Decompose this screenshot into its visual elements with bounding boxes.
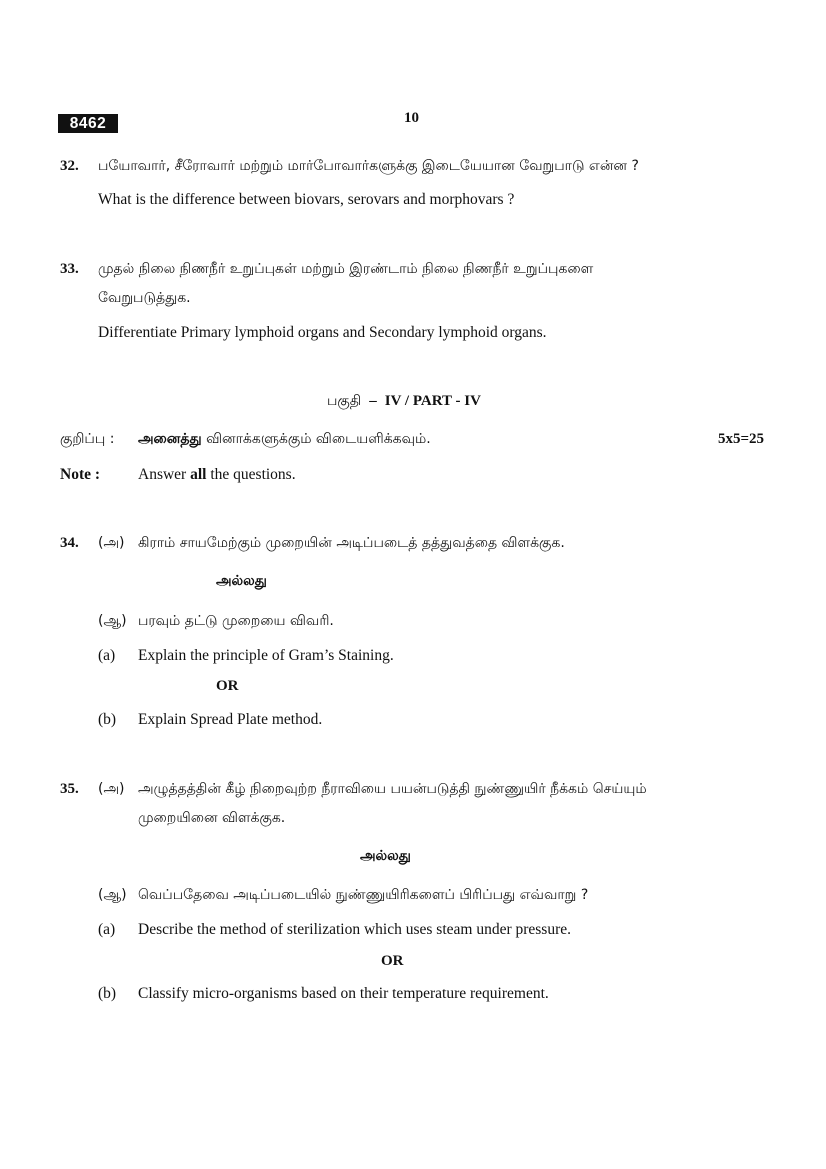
q35-b-tamil: வெப்பதேவை அடிப்படையில் நுண்ணுயிரிகளைப் பிரிப்பது எவ்வாறு ? xyxy=(138,887,589,903)
q34-b-marker-tamil: (ஆ) xyxy=(98,613,127,629)
q34-b-tamil: பரவும் தட்டு முறையை விவரி. xyxy=(138,613,334,629)
q34-a-english: Explain the principle of Gram’s Staining. xyxy=(138,647,394,664)
part-heading xyxy=(327,392,481,411)
q35-a-tamil-line1: அழுத்தத்தின் கீழ் நிறைவுற்ற நீராவியை பயன்படுத்தி நுண்ணுயிர் நீக்கம் செய்யும் xyxy=(138,781,647,797)
q33-tamil-line1: முதல் நிலை நிணநீர் உறுப்புகள் மற்றும் இரண்டாம் நிலை நிணநீர் உறுப்புகளை xyxy=(98,261,594,277)
q35-b-marker-tamil: (ஆ) xyxy=(98,887,127,903)
note-english-post: the questions. xyxy=(210,466,296,483)
marks-scheme: 5x5=25 xyxy=(718,431,765,447)
q35-a-english: Describe the method of sterilization which uses steam under pressure. xyxy=(138,921,572,938)
q33-number: 33. xyxy=(60,261,79,277)
note-english-text xyxy=(138,466,296,484)
page-number: 10 xyxy=(404,110,419,126)
part-heading-label: IV / PART - IV xyxy=(384,393,481,409)
note-english-label: Note : xyxy=(60,466,101,483)
note-tamil-rest: வினாக்களுக்கும் விடையளிக்கவும். xyxy=(206,431,431,447)
q33-tamil-line2: வேறுபடுத்துக. xyxy=(98,290,191,306)
q34-number: 34. xyxy=(60,535,79,551)
q35-b-english: Classify micro-organisms based on their temperature requirement. xyxy=(138,985,549,1002)
paper-code: 8462 xyxy=(58,114,118,133)
q33-english: Differentiate Primary lymphoid organs and Secondary lymphoid organs. xyxy=(98,324,547,341)
q34-or-tamil: அல்லது xyxy=(216,573,267,589)
q35-or-english: OR xyxy=(381,953,404,969)
q34-b-marker-english: (b) xyxy=(98,711,117,728)
q35-or-tamil: அல்லது xyxy=(360,848,411,864)
q34-b-english: Explain Spread Plate method. xyxy=(138,711,323,728)
note-tamil-bold: அனைத்து xyxy=(138,431,202,447)
q34-or-english: OR xyxy=(216,678,239,694)
q32-tamil: பயோவார், சீரோவார் மற்றும் மார்போவார்களுக்கு இடையேயான வேறுபாடு என்ன ? xyxy=(98,158,639,174)
q34-a-tamil: கிராம் சாயமேற்கும் முறையின் அடிப்படைத் தத்துவத்தை விளக்குக. xyxy=(138,535,565,551)
q35-a-tamil-line2: முறையினை விளக்குக. xyxy=(138,810,286,826)
q32-english: What is the difference between biovars, serovars and morphovars ? xyxy=(98,191,515,208)
note-tamil-text xyxy=(138,431,431,449)
q35-a-marker-english: (a) xyxy=(98,921,116,938)
q34-a-marker-english: (a) xyxy=(98,647,116,664)
note-tamil-label: குறிப்பு : xyxy=(60,431,115,447)
part-heading-dash: – xyxy=(369,393,377,409)
q35-b-marker-english: (b) xyxy=(98,985,117,1002)
q34-a-marker-tamil: (அ) xyxy=(98,535,125,551)
q35-a-marker-tamil: (அ) xyxy=(98,781,125,797)
q32-number: 32. xyxy=(60,158,79,174)
note-english-bold: all xyxy=(190,466,207,483)
note-english-pre: Answer xyxy=(138,466,187,483)
part-heading-tamil: பகுதி xyxy=(327,393,362,409)
q35-number: 35. xyxy=(60,781,79,797)
